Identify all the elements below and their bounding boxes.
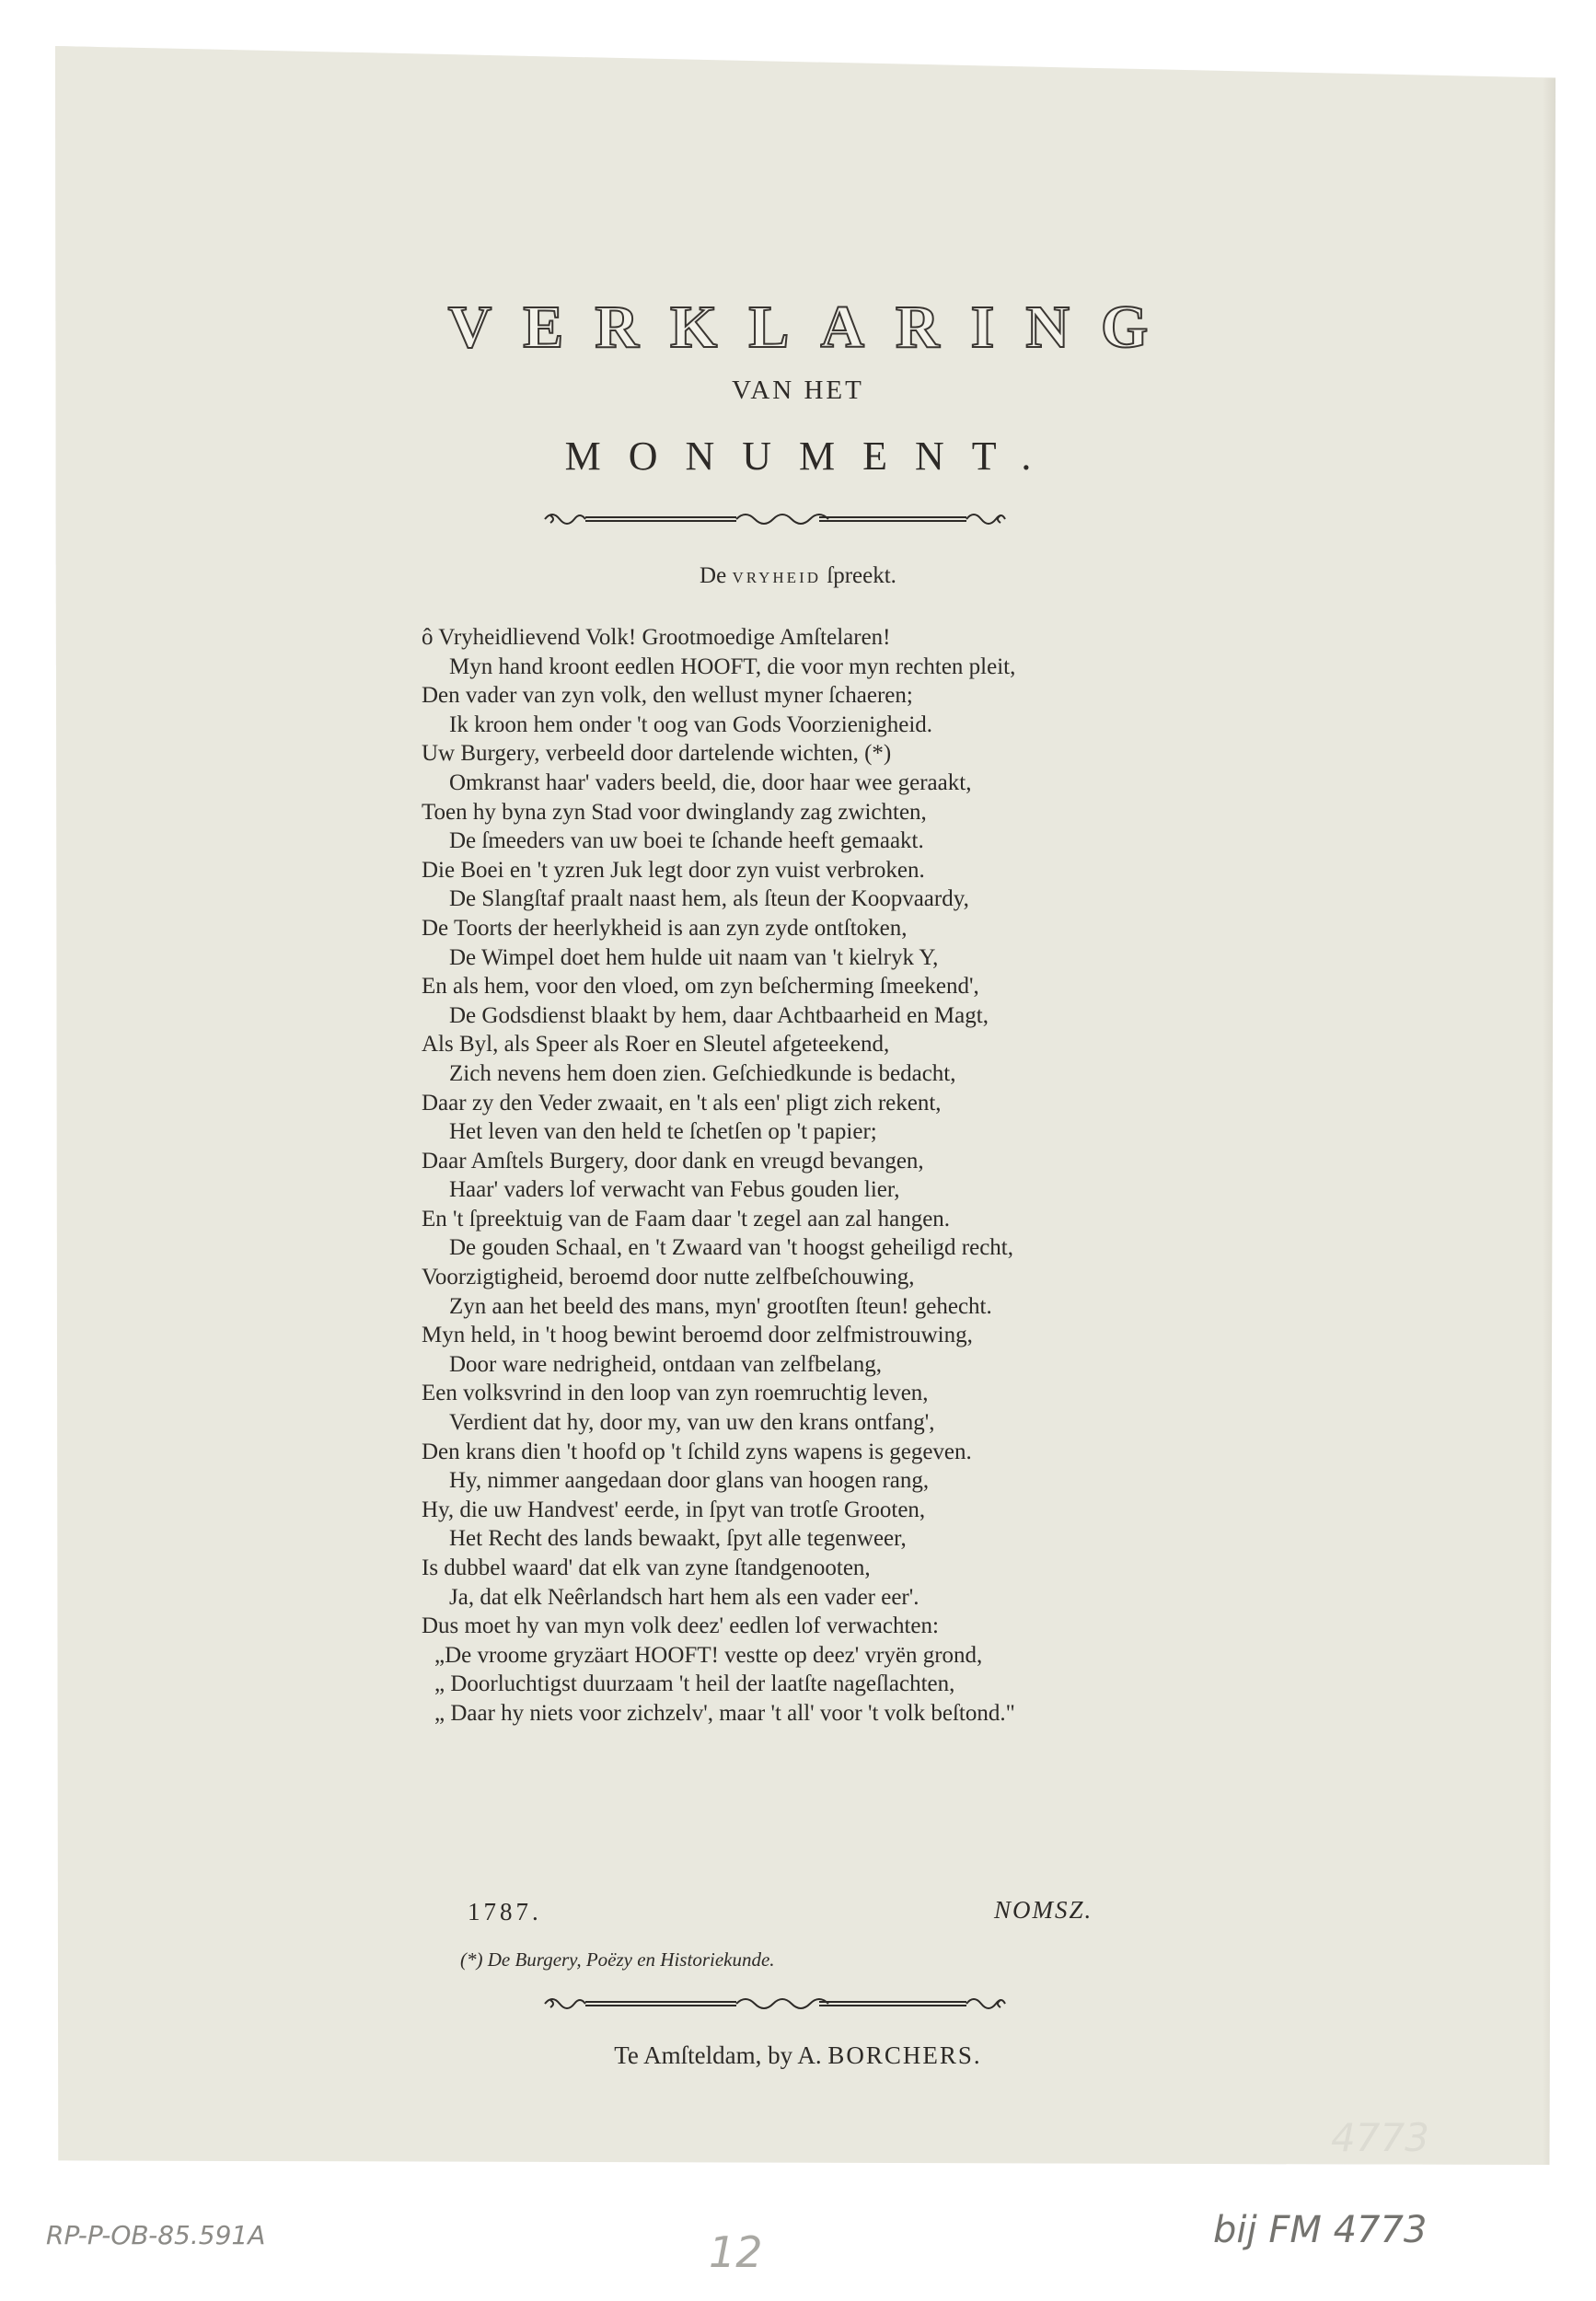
- poem-year: 1787.: [468, 1898, 542, 1925]
- faint-pencil-number: 4773: [1331, 2115, 1429, 2160]
- poem-line: Voorzigtigheid, beroemd door nutte zelfbeſchouwing,: [422, 1265, 915, 1290]
- title-verklaring: VERKLARING: [447, 294, 1180, 361]
- reference-handwritten: bij FM 4773: [1213, 2209, 1428, 2251]
- poem-line: Dus moet hy van myn volk deez' eedlen lof verwachten:: [422, 1613, 939, 1639]
- footnote: (*) De Burgery, Poëzy en Historiekunde.: [460, 1948, 775, 1971]
- poem-line: Uw Burgery, verbeeld door dartelende wichten, (*): [422, 741, 892, 767]
- poem-author: NOMSZ.: [994, 1896, 1093, 1924]
- imprint-printer: BORCHERS.: [827, 2041, 982, 2069]
- poem-line: Haar' vaders lof verwacht van Febus gouden lier,: [449, 1177, 900, 1203]
- poem-line: Den krans dien 't hoofd op 't ſchild zyns wapens is gegeven.: [422, 1439, 972, 1464]
- poem-line: Daar Amſtels Burgery, door dank en vreugd bevangen,: [422, 1148, 924, 1174]
- speaker-name: VRYHEID: [732, 569, 822, 586]
- poem-line: De Wimpel doet hem hulde uit naam van 't kielryk Y,: [449, 944, 939, 970]
- poem-line: De Godsdienst blaakt by hem, daar Achtbaarheid en Magt,: [449, 1002, 989, 1028]
- poem-line: En 't ſpreektuig van de Faam daar 't zegel aan zal hangen.: [422, 1206, 951, 1231]
- poem-line: Die Boei en 't yzren Juk legt door zyn vuist verbroken.: [422, 857, 925, 883]
- poem-line: „De vroome gryzäart HOOFT! vestte op deez' vryën grond,: [434, 1642, 983, 1668]
- ornament-divider-top: [543, 508, 1008, 530]
- poem-line: Hy, nimmer aangedaan door glans van hoogen rang,: [449, 1468, 930, 1494]
- poem-line: Is dubbel waard' dat elk van zyne ſtandgenooten,: [422, 1555, 871, 1580]
- poem-line: Myn hand kroont eedlen HOOFT, die voor myn rechten pleit,: [449, 653, 1016, 679]
- poem-line: Als Byl, als Speer als Roer en Sleutel afgeteekend,: [422, 1032, 890, 1058]
- poem-line: Het leven van den held te ſchetſen op 't papier;: [449, 1119, 877, 1145]
- poem-line: Hy, die uw Handvest' eerde, in ſpyt van trotſe Grooten,: [422, 1497, 926, 1522]
- poem-line: Ik kroon hem onder 't oog van Gods Voorzienigheid.: [449, 711, 933, 737]
- imprint: [0, 2041, 1596, 2070]
- poem-line: Een volksvrind in den loop van zyn roemruchtig leven,: [422, 1381, 929, 1406]
- page-number-handwritten: 12: [709, 2227, 763, 2277]
- poem-line: Verdient dat hy, door my, van uw den krans ontfang',: [449, 1410, 935, 1436]
- inventory-number-handwritten: RP-P-OB-85.591A: [46, 2220, 266, 2250]
- poem-line: Ja, dat elk Neêrlandsch hart hem als een vader eer'.: [449, 1584, 919, 1610]
- poem-line: Omkranst haar' vaders beeld, die, door haar wee geraakt,: [449, 769, 972, 795]
- imprint-prefix: Te Amſteldam, by A.: [614, 2041, 822, 2069]
- poem-line: ô Vryheidlievend Volk! Grootmoedige Amſtelaren!: [422, 625, 891, 650]
- poem-line: „ Doorluchtigst duurzaam 't heil der laatſte nageſlachten,: [434, 1671, 955, 1697]
- poem-line: De ſmeeders van uw boei te ſchande heeft gemaakt.: [449, 828, 924, 854]
- ornament-divider-bottom: [543, 1993, 1008, 2015]
- paper-edge-shadow: [1543, 46, 1556, 2165]
- poem-body: [422, 623, 1158, 1729]
- poem-line: Het Recht des lands bewaakt, ſpyt alle tegenweer,: [449, 1526, 907, 1552]
- title-van-het: VAN HET: [732, 376, 864, 405]
- poem-line: Den vader van zyn volk, den wellust myner ſchaeren;: [422, 683, 913, 709]
- speaker-line: [0, 563, 1596, 589]
- poem-line: En als hem, voor den vloed, om zyn beſcherming ſmeekend',: [422, 974, 979, 1000]
- poem-line: De Slangſtaf praalt naast hem, als ſteun der Koopvaardy,: [449, 886, 969, 912]
- poem-line: Myn held, in 't hoog bewint beroemd door zelfmistrouwing,: [422, 1323, 973, 1348]
- poem-line: Toen hy byna zyn Stad voor dwinglandy zag zwichten,: [422, 799, 927, 825]
- poem-line: Door ware nedrigheid, ontdaan van zelfbelang,: [449, 1351, 882, 1377]
- speaker-suffix: ſpreekt.: [827, 563, 896, 588]
- poem-line: Zich nevens hem doen zien. Geſchiedkunde is bedacht,: [449, 1060, 956, 1086]
- poem-line: Zyn aan het beeld des mans, myn' grootſten ſteun! gehecht.: [449, 1293, 992, 1319]
- poem-line: De gouden Schaal, en 't Zwaard van 't hoogst geheiligd recht,: [449, 1235, 1013, 1261]
- title-monument: MONUMENT.: [564, 434, 1059, 479]
- poem-line: Daar zy den Veder zwaait, en 't als een' pligt zich rekent,: [422, 1090, 942, 1116]
- poem-line: De Toorts der heerlykheid is aan zyn zyde ontſtoken,: [422, 915, 908, 941]
- speaker-prefix: De: [700, 563, 727, 588]
- poem-line: „ Daar hy niets voor zichzelv', maar 't all' voor 't volk beſtond.": [434, 1700, 1015, 1726]
